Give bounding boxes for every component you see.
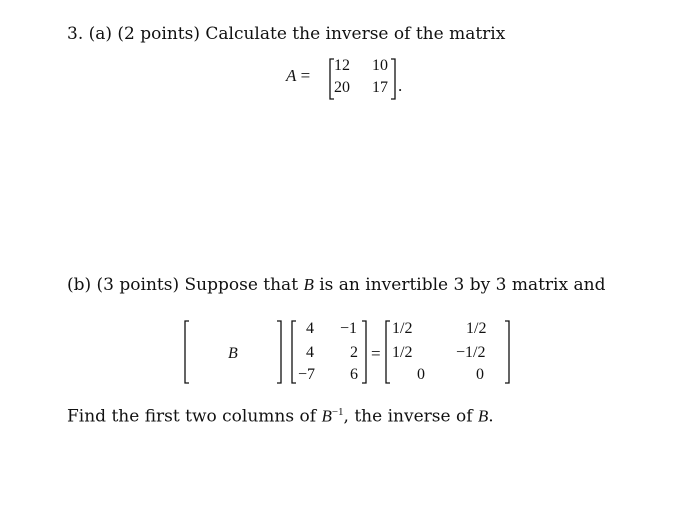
right-cell-21: 1/2	[392, 344, 413, 361]
find-instruction	[67, 406, 494, 427]
equals-sign-a: =	[300, 66, 311, 85]
matrix-a-right-bracket	[390, 58, 398, 100]
matrix-a-name: A	[286, 66, 297, 85]
right-matrix-left-bracket	[384, 320, 392, 384]
matrix-a-cell-12: 10	[372, 57, 388, 74]
matrix-a-label	[286, 66, 310, 86]
b-matrix-left-bracket	[183, 320, 191, 384]
equals-sign-b: =	[371, 344, 381, 363]
middle-cell-12: −1	[340, 320, 358, 337]
right-cell-22: −1/2	[456, 344, 486, 361]
question-b-suffix: is an invertible 3 by 3 matrix and	[319, 275, 606, 295]
right-cell-32: 0	[476, 366, 484, 383]
question-b-var: B	[303, 275, 314, 294]
b-matrix-symbol: B	[228, 345, 238, 362]
matrix-a-cell-11: 12	[334, 57, 350, 74]
find-text-2: , the inverse of	[343, 406, 473, 427]
b-matrix-right-bracket	[276, 320, 284, 384]
question-a-prefix: 3. (a) (2 points) Calculate the inverse of the matrix	[67, 24, 506, 44]
right-cell-31: 0	[417, 366, 425, 383]
right-cell-12: 1/2	[466, 320, 487, 337]
middle-cell-21: 4	[306, 344, 314, 361]
find-var-2: B	[477, 406, 489, 426]
middle-matrix-right-bracket	[361, 320, 369, 384]
matrix-a-cell-22: 17	[372, 79, 388, 96]
matrix-a-period: .	[398, 76, 403, 95]
find-text-1: Find the first two columns of	[67, 406, 317, 427]
right-matrix-right-bracket	[504, 320, 512, 384]
find-end: .	[488, 406, 494, 427]
matrix-a-cell-21: 20	[334, 79, 350, 96]
find-exponent: −1	[331, 406, 344, 418]
question-a-text	[67, 24, 505, 44]
find-var: B	[321, 406, 332, 426]
middle-cell-32: 6	[350, 366, 358, 383]
middle-cell-31: −7	[298, 366, 316, 383]
question-b-text	[67, 275, 605, 295]
question-b-prefix: (b) (3 points) Suppose that	[67, 275, 299, 295]
middle-matrix-left-bracket	[290, 320, 298, 384]
right-cell-11: 1/2	[392, 320, 413, 337]
middle-cell-22: 2	[350, 344, 358, 361]
middle-cell-11: 4	[306, 320, 314, 337]
